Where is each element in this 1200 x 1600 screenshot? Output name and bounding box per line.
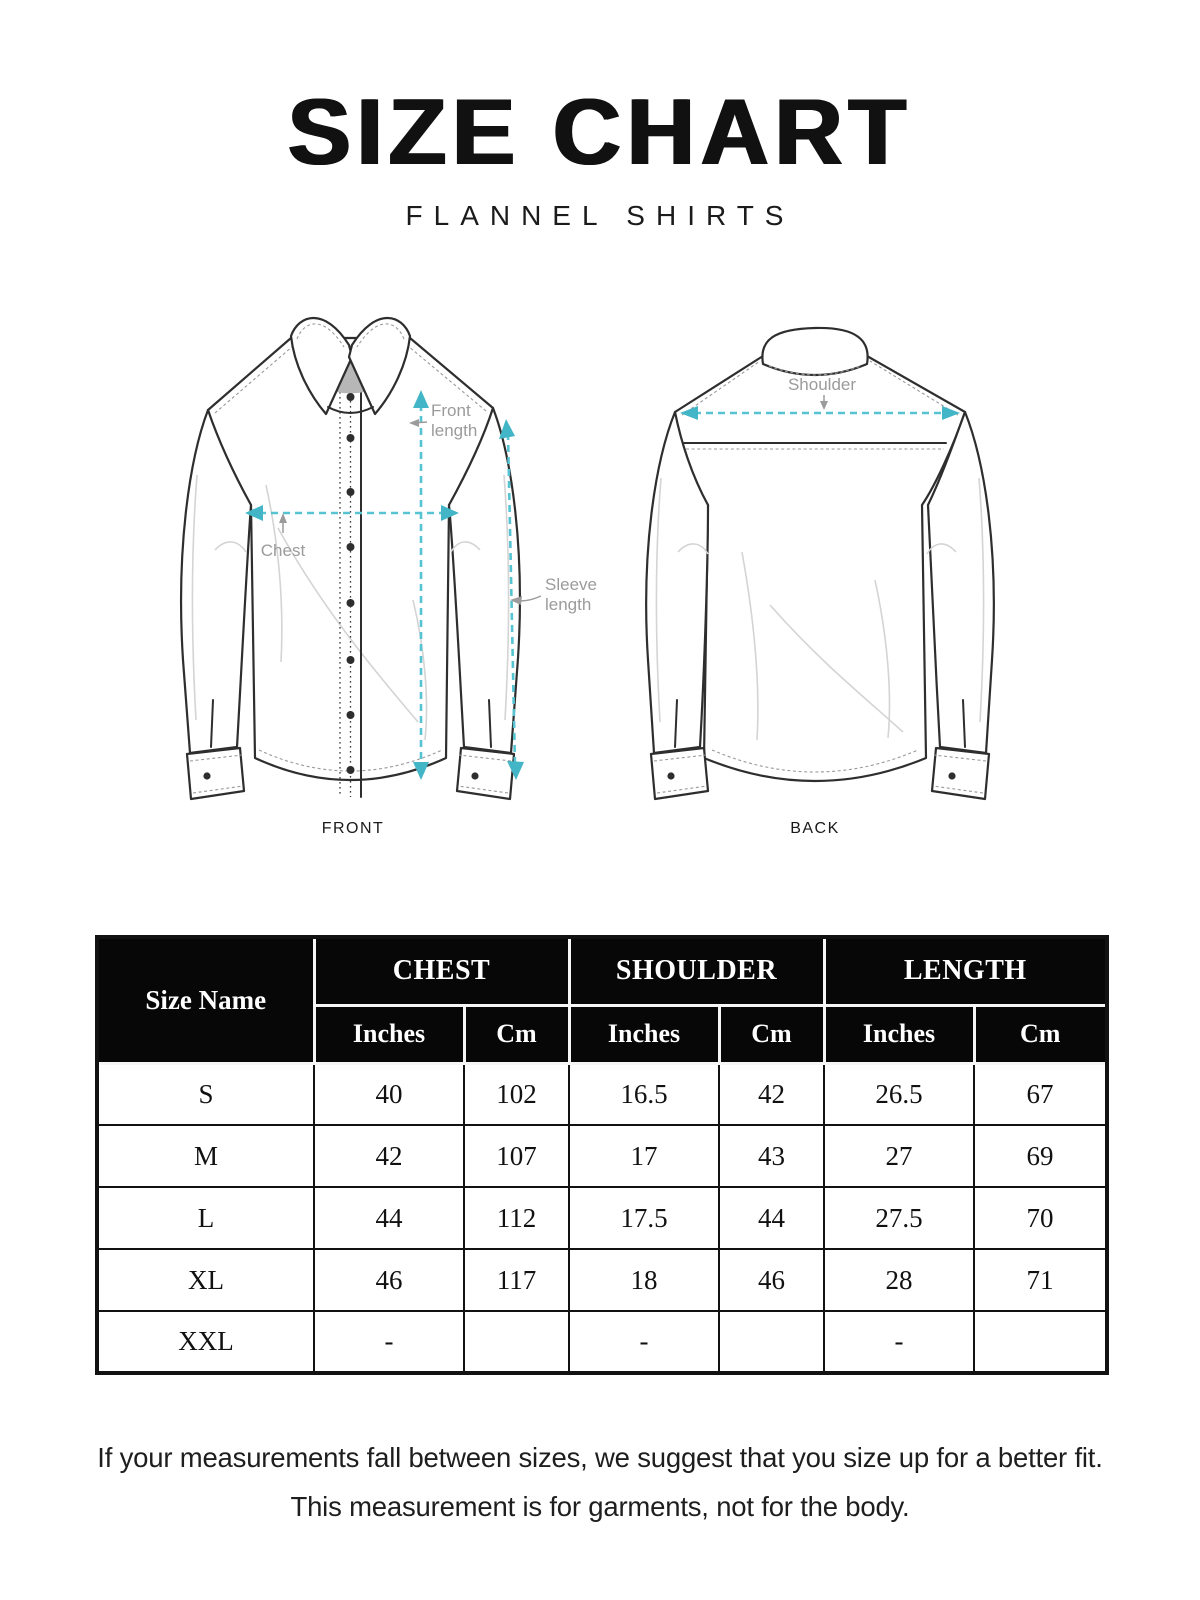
size-name-header: Size Name [97, 937, 314, 1063]
footer-line-1: If your measurements fall between sizes, we suggest that you size up for a better fit. [97, 1442, 1103, 1473]
page-title: SIZE CHART [288, 79, 912, 184]
table-row-s [97, 1063, 1107, 1125]
value-cell: 117 [464, 1249, 569, 1311]
table-row-xxl [97, 1311, 1107, 1373]
value-cell: 69 [974, 1125, 1107, 1187]
size-cell: L [97, 1187, 314, 1249]
value-cell: 102 [464, 1063, 569, 1125]
unit-header: Inches [569, 1005, 719, 1063]
value-cell: 67 [974, 1063, 1107, 1125]
svg-text:length: length [431, 421, 478, 440]
value-cell: 43 [719, 1125, 824, 1187]
svg-text:Front: Front [431, 401, 471, 420]
length-group-header: LENGTH [824, 937, 1107, 1005]
unit-header: Cm [464, 1005, 569, 1063]
value-cell: 17 [569, 1125, 719, 1187]
svg-text:Chest: Chest [260, 541, 306, 560]
value-cell: 46 [314, 1249, 464, 1311]
unit-header: Inches [314, 1005, 464, 1063]
value-cell: - [824, 1311, 974, 1373]
value-cell: 18 [569, 1249, 719, 1311]
size-cell: S [97, 1063, 314, 1125]
value-cell: 26.5 [824, 1063, 974, 1125]
value-cell: 42 [719, 1063, 824, 1125]
unit-header: Inches [824, 1005, 974, 1063]
front-caption: FRONT [321, 820, 385, 837]
table-row-m [97, 1125, 1107, 1187]
unit-header: Cm [719, 1005, 824, 1063]
value-cell: 112 [464, 1187, 569, 1249]
value-cell: 70 [974, 1187, 1107, 1249]
value-cell: 46 [719, 1249, 824, 1311]
size-table [95, 935, 1109, 1375]
unit-header: Cm [974, 1005, 1107, 1063]
value-cell [719, 1311, 824, 1373]
value-cell: 107 [464, 1125, 569, 1187]
value-cell: 71 [974, 1249, 1107, 1311]
value-cell: 44 [719, 1187, 824, 1249]
value-cell: 40 [314, 1063, 464, 1125]
sleeve-length-label [510, 575, 597, 614]
svg-text:Sleeve: Sleeve [545, 575, 597, 594]
svg-text:length: length [545, 595, 592, 614]
size-cell: XL [97, 1249, 314, 1311]
page-subtitle: FLANNEL SHIRTS [405, 200, 795, 231]
back-shirt-diagram [620, 300, 1070, 810]
table-row-l [97, 1187, 1107, 1249]
front-shirt-diagram [163, 300, 613, 810]
value-cell: - [569, 1311, 719, 1373]
value-cell: 28 [824, 1249, 974, 1311]
value-cell [464, 1311, 569, 1373]
chest-group-header: CHEST [314, 937, 569, 1005]
value-cell: 16.5 [569, 1063, 719, 1125]
svg-text:Shoulder: Shoulder [787, 375, 857, 394]
footer-line-2: This measurement is for garments, not for the body. [290, 1491, 910, 1522]
value-cell: 42 [314, 1125, 464, 1187]
table-row-xl [97, 1249, 1107, 1311]
value-cell: 17.5 [569, 1187, 719, 1249]
value-cell [974, 1311, 1107, 1373]
value-cell: 44 [314, 1187, 464, 1249]
shoulder-group-header: SHOULDER [569, 937, 824, 1005]
value-cell: 27 [824, 1125, 974, 1187]
value-cell: - [314, 1311, 464, 1373]
value-cell: 27.5 [824, 1187, 974, 1249]
footer-note [0, 1433, 1200, 1531]
size-cell: XXL [97, 1311, 314, 1373]
back-caption: BACK [790, 820, 840, 837]
size-cell: M [97, 1125, 314, 1187]
